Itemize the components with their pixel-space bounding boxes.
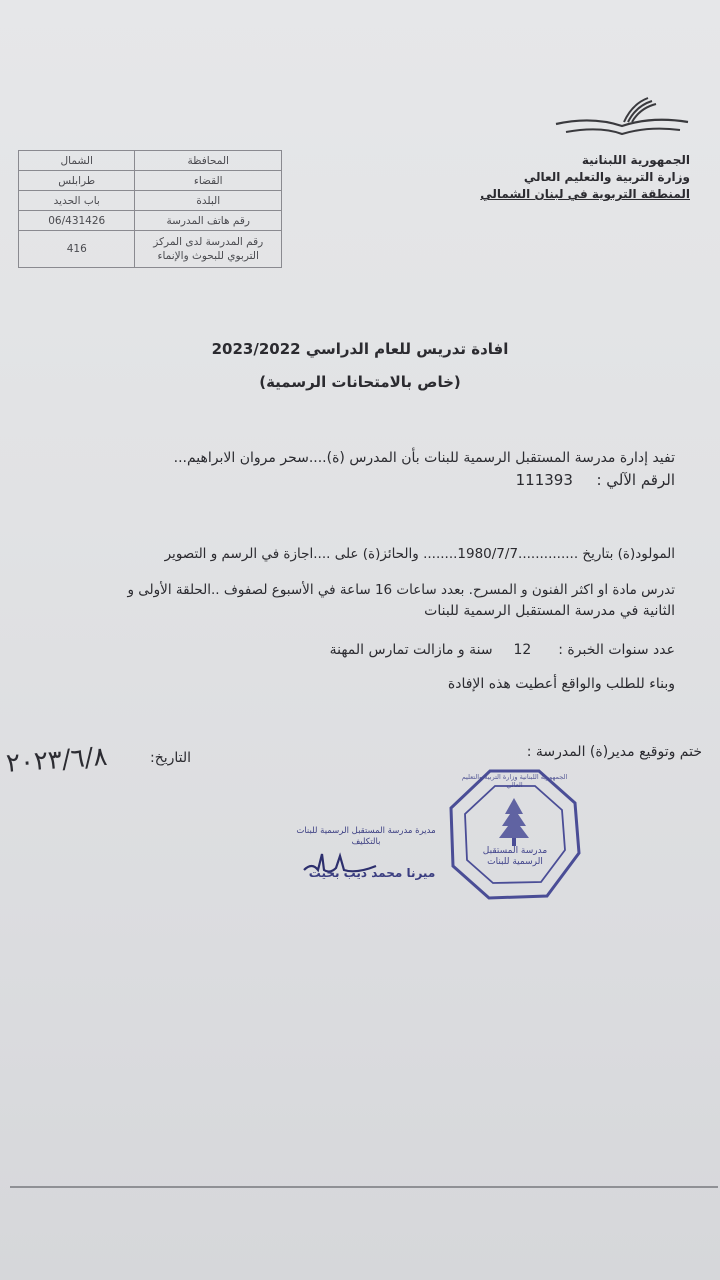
stamp-label: ختم وتوقيع مدير(ة) المدرسة : xyxy=(526,744,702,760)
table-row xyxy=(19,171,282,191)
header-region: المنطقة التربوية في لبنان الشمالي xyxy=(480,187,690,201)
info-value: 416 xyxy=(19,231,135,268)
date-label: التاريخ: xyxy=(150,750,192,766)
info-value: باب الحديد xyxy=(19,191,135,211)
experience-line xyxy=(330,642,675,658)
header-ministry: وزارة التربية والتعليم العالي xyxy=(523,170,690,184)
stamp-text-2: الرسمية للبنات xyxy=(487,857,543,867)
info-label: البلدة xyxy=(135,191,282,211)
signatory-name: ميرنا محمد ديب بخيت xyxy=(308,866,436,880)
info-value: 06/431426 xyxy=(19,211,135,231)
teaching-line-1: تدرس مادة او اكثر الفنون و المسرح. بعدد ساعات 16 ساعة في الأسبوع لصفوف ..الحلقة الأولى و xyxy=(127,582,675,598)
header-country: الجمهورية اللبنانية xyxy=(581,153,690,167)
header-block xyxy=(470,152,690,203)
info-value: طرابلس xyxy=(19,171,135,191)
birth-line: المولود(ة) بتاريخ ..............1980/7/7........ والحائز(ة) على ....اجازة في الرسم و التصوير xyxy=(164,546,675,562)
body-intro: تفيد إدارة مدرسة المستقبل الرسمية للبنات بأن المدرس (ة)....سحر مروان الابراهيم... xyxy=(173,450,675,466)
closing-line: وبناء للطلب والواقع أعطيت هذه الإفادة xyxy=(447,676,675,692)
document-title: افادة تدريس للعام الدراسي 2023/2022 xyxy=(211,340,509,358)
date-value-handwritten: ٢٠٢٣/٦/٨ xyxy=(5,741,109,779)
stamp-text-1: مدرسة المستقبل xyxy=(482,846,548,856)
experience-rest: سنة و مازالت تمارس المهنة xyxy=(329,642,493,658)
id-value: 111393 xyxy=(515,471,573,489)
official-stamp xyxy=(447,768,582,903)
stamp-inner-text xyxy=(477,846,553,868)
document-subtitle: (خاص بالامتحانات الرسمية) xyxy=(259,373,461,391)
signature-title-2: بالتكليف xyxy=(351,837,381,847)
info-label: رقم هاتف المدرسة xyxy=(135,211,282,231)
bottom-divider xyxy=(10,1186,718,1188)
info-label: المحافظة xyxy=(135,151,282,171)
table-row xyxy=(19,151,282,171)
table-row xyxy=(19,231,282,268)
teaching-line-2: الثانية في مدرسة المستقبل الرسمية للبنات xyxy=(424,603,675,619)
book-logo-icon xyxy=(552,92,692,152)
id-line xyxy=(516,471,675,489)
experience-label: عدد سنوات الخبرة : xyxy=(558,642,675,658)
table-row xyxy=(19,191,282,211)
experience-value: 12 xyxy=(513,642,532,658)
info-label: رقم المدرسة لدى المركز التربوي للبحوث والإنماء xyxy=(135,231,282,268)
table-row xyxy=(19,211,282,231)
info-value: الشمال xyxy=(19,151,135,171)
info-label: القضاء xyxy=(135,171,282,191)
signature-title-1: مديرة مدرسة المستقبل الرسمية للبنات xyxy=(296,826,436,836)
ministry-logo xyxy=(552,92,692,152)
stamp-ring-text: الجمهورية اللبنانية وزارة التربية والتعليم العالي xyxy=(461,773,568,789)
id-label: الرقم الآلي : xyxy=(596,471,675,489)
school-info-table xyxy=(18,150,282,268)
